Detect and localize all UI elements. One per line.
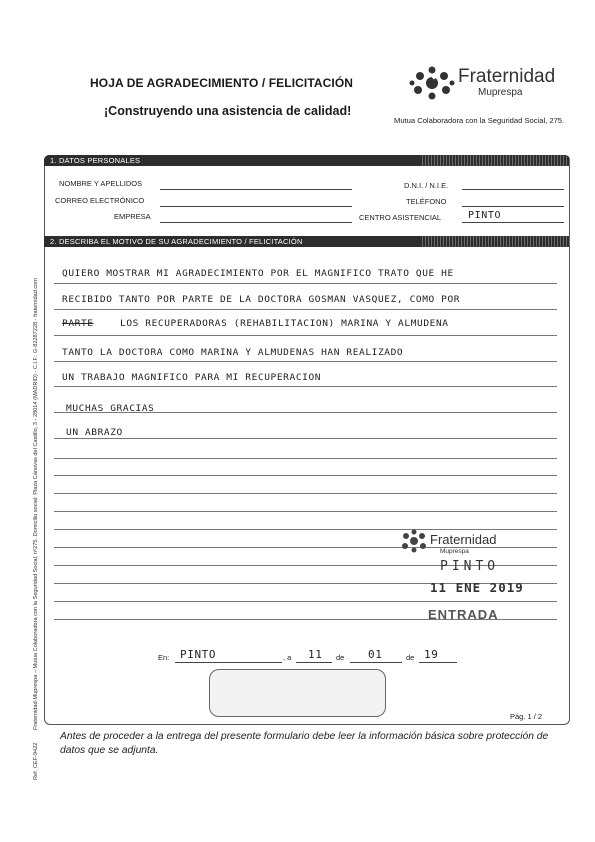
place-value: PINTO <box>180 648 217 661</box>
dni-field[interactable] <box>462 189 564 190</box>
ruled-line <box>54 458 557 459</box>
ruled-line <box>54 493 557 494</box>
privacy-notice: Antes de proceder a la entrega del presente formulario debe leer la información básica sobre protección de datos que se adjunta. <box>60 731 549 756</box>
stamp-place: PINTO <box>440 559 500 574</box>
ruled-line <box>54 529 557 530</box>
a-label: , a <box>283 653 292 662</box>
legal-side-note: Fraternidad-Muprespa – Mutua Colaboradora con la Seguridad Social, nº275. Domicilio social: Plaza Cánovas del Castillo, 3 - 28014 (MADRID) - C.I.F.: G-82287228 - fraternidad.com <box>33 278 39 730</box>
handwritten-line-5: UN TRABAJO MAGNIFICO PARA MI RECUPERACION <box>62 372 322 383</box>
section-1-title: 1. DATOS PERSONALES <box>50 156 141 165</box>
month-value: 01 <box>368 648 383 661</box>
section-reason-header <box>44 236 570 247</box>
ruled-line <box>54 386 557 387</box>
center-field[interactable] <box>462 222 564 223</box>
name-label: NOMBRE Y APELLIDOS <box>59 179 143 188</box>
ruled-line <box>54 475 557 476</box>
form-subtitle: ¡Construyendo una asistencia de calidad! <box>104 104 352 118</box>
signature-box[interactable] <box>209 669 386 717</box>
handwritten-line-2: RECIBIDO TANTO POR PARTE DE LA DOCTORA GOSMAN VASQUEZ, COMO POR <box>62 294 461 305</box>
stamp-brand-sub: Muprespa <box>440 548 469 555</box>
page-number: Pág. 1 / 2 <box>510 712 543 721</box>
handwritten-line-3: LOS RECUPERADORAS (REHABILITACION) MARINA Y ALMUDENA <box>120 318 449 329</box>
ruled-line <box>54 601 557 602</box>
month-field[interactable] <box>350 662 402 663</box>
stamp-brand: Fraternidad <box>430 532 497 547</box>
de-label-2: de <box>406 653 415 662</box>
ruled-line <box>54 438 557 439</box>
brand-tagline: Mutua Colaboradora con la Seguridad Social, 275. <box>394 116 565 125</box>
ruled-line <box>54 309 557 310</box>
year-field[interactable] <box>419 662 457 663</box>
center-label: CENTRO ASISTENCIAL <box>359 213 442 222</box>
phone-label: TELÉFONO <box>406 197 447 206</box>
en-label: En: <box>158 653 170 662</box>
reference-code: Ref. CEF-9422 <box>33 742 39 780</box>
ruled-line <box>54 547 557 548</box>
stamp-date: 11 ENE 2019 <box>430 580 524 595</box>
handwritten-line-4: TANTO LA DOCTORA COMO MARINA Y ALMUDENAS HAN REALIZADO <box>62 347 404 358</box>
ruled-line <box>54 511 557 512</box>
phone-field[interactable] <box>462 206 564 207</box>
company-label: EMPRESA <box>114 212 151 221</box>
section-2-title: 2. DESCRIBA EL MOTIVO DE SU AGRADECIMIENTO / FELICITACIÓN <box>50 237 303 246</box>
year-value: 19 <box>424 648 439 661</box>
handwritten-line-7: UN ABRAZO <box>66 427 123 438</box>
brand-sub: Muprespa <box>478 87 523 98</box>
ruled-line <box>54 361 557 362</box>
brand-name: Fraternidad <box>458 66 556 87</box>
day-field[interactable] <box>296 662 332 663</box>
day-value: 11 <box>308 648 323 661</box>
place-field[interactable] <box>175 662 282 663</box>
de-label-1: de <box>336 653 345 662</box>
stamp-logo-icon <box>398 528 430 559</box>
center-value: PINTO <box>468 210 502 221</box>
ruled-line <box>54 335 557 336</box>
fraternidad-logo-icon <box>408 64 456 107</box>
email-label: CORREO ELECTRÓNICO <box>55 196 145 205</box>
company-field[interactable] <box>160 222 352 223</box>
dni-label: D.N.I. / N.I.E. <box>404 181 449 190</box>
section-personal-data-header <box>44 155 570 166</box>
ruled-line <box>54 283 557 284</box>
handwritten-line-1: QUIERO MOSTRAR MI AGRADECIMIENTO POR EL MAGNIFICO TRATO QUE HE <box>62 268 454 279</box>
form-title: HOJA DE AGRADECIMIENTO / FELICITACIÓN <box>90 76 354 90</box>
handwritten-line-6: MUCHAS GRACIAS <box>66 403 155 414</box>
email-field[interactable] <box>160 206 352 207</box>
struck-word: PARTE <box>62 318 94 329</box>
name-field[interactable] <box>160 189 352 190</box>
stamp-label: ENTRADA <box>428 607 499 622</box>
